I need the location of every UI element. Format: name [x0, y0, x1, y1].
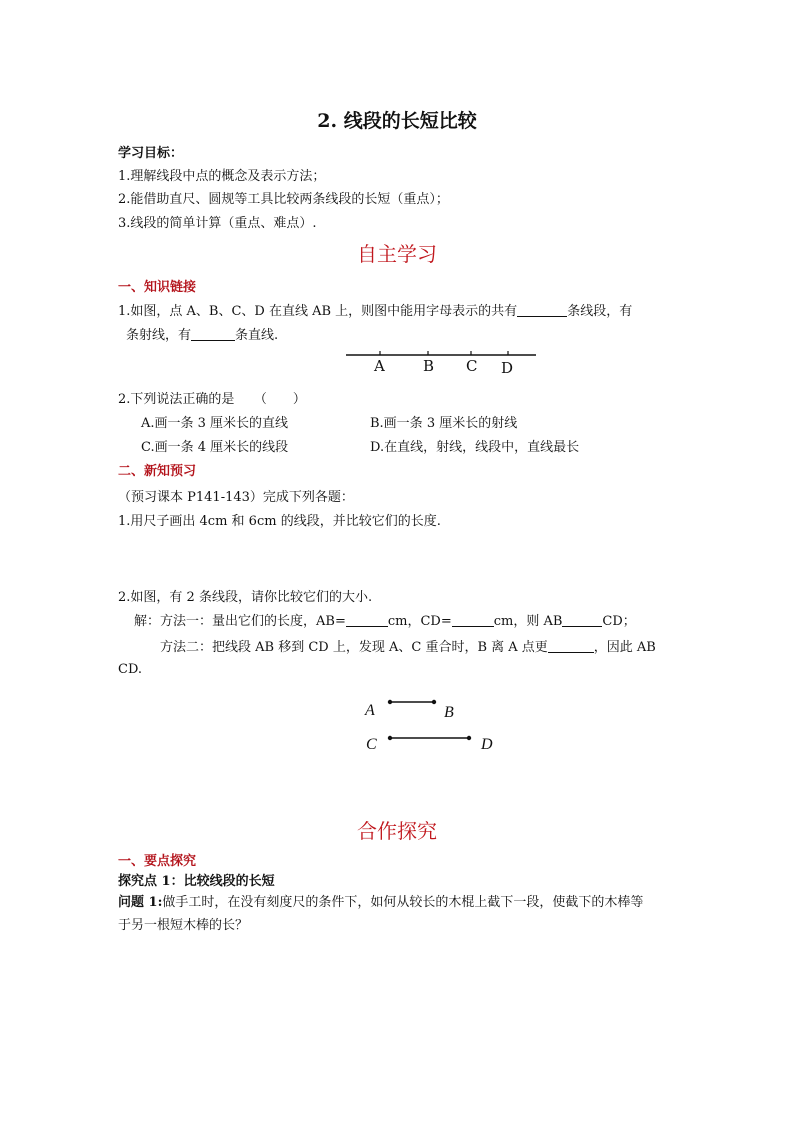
- answer-text: cm，则 AB: [493, 614, 563, 629]
- option-d: D.在直线，射线，线段中，直线最长: [370, 440, 580, 455]
- answer-text: 解：方法一：量出它们的长度，AB=: [134, 614, 346, 629]
- segment-label-d: D: [481, 736, 493, 753]
- subsection-heading: 一、要点探究: [118, 854, 197, 869]
- section-title-cooperative: 合作探究: [357, 819, 437, 843]
- question-text: 1.如图，点 A、B、C、D 在直线 AB 上，则图中能用字母表示的共有: [118, 304, 518, 319]
- problem-label: 问题 1:: [118, 895, 163, 910]
- line-figure: [346, 351, 536, 355]
- point-label-b: B: [423, 357, 435, 375]
- goal-item: 3.线段的简单计算（重点、难点）.: [118, 216, 317, 231]
- endpoint-dot: [388, 700, 392, 704]
- answer-blank[interactable]: [562, 612, 602, 627]
- problem-1-line-1: [118, 891, 643, 910]
- page-title: 2. 线段的长短比较: [317, 110, 477, 132]
- point-label-d: D: [501, 359, 514, 377]
- goals-heading: 学习目标：: [118, 146, 184, 161]
- question-2-stem: 2.下列说法正确的是 （ ）: [118, 392, 306, 407]
- option-a: A.画一条 3 厘米长的直线: [141, 416, 289, 431]
- answer-text: CD；: [602, 614, 636, 629]
- problem-1-line-2: 于另一根短木棒的长？: [118, 918, 249, 933]
- method-2-line-end: CD.: [118, 662, 143, 677]
- segment-label-a: A: [365, 702, 375, 719]
- segment-label-b: B: [444, 704, 454, 721]
- point-label-c: C: [466, 357, 478, 375]
- goal-item: 1.理解线段中点的概念及表示方法；: [118, 169, 326, 184]
- method-1-line: [134, 610, 636, 629]
- explore-point-title: 探究点 1：比较线段的长短: [118, 874, 275, 889]
- subsection-heading: 二、新知预习: [118, 464, 197, 479]
- option-b: B.画一条 3 厘米长的射线: [370, 416, 518, 431]
- answer-text: cm，CD=: [387, 614, 452, 629]
- problem-text: 做手工时，在没有刻度尺的条件下，如何从较长的木棍上截下一段，使截下的木棒等: [162, 895, 644, 910]
- answer-blank[interactable]: [548, 638, 594, 653]
- endpoint-dot: [467, 736, 471, 740]
- answer-blank[interactable]: [452, 612, 494, 627]
- question-text: 条线段，有: [567, 304, 633, 319]
- answer-text: ，因此 AB: [593, 640, 656, 655]
- option-c: C.画一条 4 厘米长的线段: [141, 440, 289, 455]
- goal-item: 2.能借助直尺、圆规等工具比较两条线段的长短（重点）；: [118, 192, 449, 207]
- section-title-self-study: 自主学习: [357, 242, 437, 266]
- subsection-heading: 一、知识链接: [118, 280, 197, 295]
- endpoint-dot: [432, 700, 436, 704]
- segment-figure: [388, 700, 471, 740]
- preview-intro: （预习课本 P141-143）完成下列各题：: [118, 490, 354, 505]
- preview-question-2-stem: 2.如图，有 2 条线段，请你比较它们的大小.: [118, 590, 373, 605]
- endpoint-dot: [388, 736, 392, 740]
- answer-blank[interactable]: [346, 612, 388, 627]
- question-text: 条射线，有: [126, 328, 192, 343]
- answer-text: 方法二：把线段 AB 移到 CD 上，发现 A、C 重合时，B 离 A 点更: [160, 640, 548, 655]
- point-label-a: A: [374, 357, 385, 375]
- question-text: 条直线.: [235, 328, 279, 343]
- method-2-line: [160, 636, 656, 655]
- segment-label-c: C: [366, 736, 377, 753]
- preview-question-1: 1.用尺子画出 4cm 和 6cm 的线段，并比较它们的长度.: [118, 514, 441, 529]
